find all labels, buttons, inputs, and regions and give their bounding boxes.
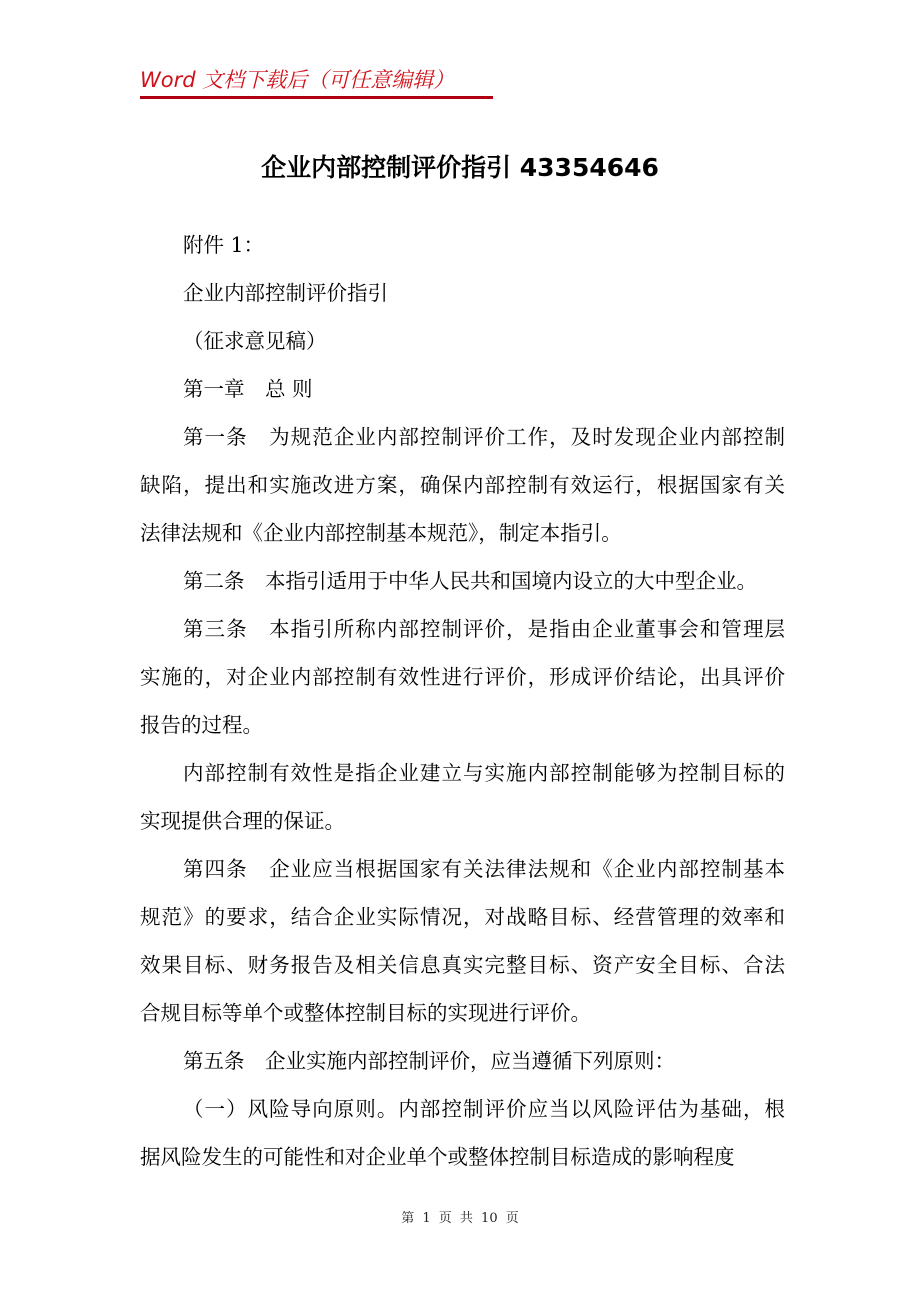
text-line: 法律法规和《企业内部控制基本规范》，制定本指引。: [140, 521, 622, 545]
text-line: 企业内部控制评价指引: [183, 281, 388, 305]
paragraph: [140, 749, 785, 845]
text-line: 缺陷，提出和实施改进方案，确保内部控制有效运行，根据国家有关: [140, 473, 785, 497]
text-line: 实现提供合理的保证。: [140, 809, 345, 833]
paragraph: [140, 221, 785, 269]
text-line: 第三条 本指引所称内部控制评价，是指由企业董事会和管理层: [183, 617, 785, 641]
paragraph: [140, 557, 785, 605]
text-line: （征求意见稿）: [183, 329, 327, 353]
text-line: 实施的，对企业内部控制有效性进行评价，形成评价结论，出具评价: [140, 665, 785, 689]
text-line: （一）风险导向原则。内部控制评价应当以风险评估为基础，根: [183, 1097, 785, 1121]
paragraph: [140, 605, 785, 749]
text-line: 附件 1：: [183, 233, 265, 257]
text-line: 第四条 企业应当根据国家有关法律法规和《企业内部控制基本: [183, 857, 785, 881]
text-line: 内部控制有效性是指企业建立与实施内部控制能够为控制目标的: [183, 761, 785, 785]
paragraph: [140, 1085, 785, 1181]
text-line: 第五条 企业实施内部控制评价，应当遵循下列原则：: [183, 1049, 675, 1073]
text-line: 第一章 总 则: [183, 377, 313, 401]
paragraph: [140, 365, 785, 413]
paragraph: [140, 317, 785, 365]
page-number: 第 1 页 共 10 页: [401, 1211, 519, 1226]
text-line: 第二条 本指引适用于中华人民共和国境内设立的大中型企业。: [183, 569, 757, 593]
text-line: 合规目标等单个或整体控制目标的实现进行评价。: [140, 1001, 591, 1025]
document-title: 企业内部控制评价指引 43354646: [261, 153, 659, 182]
paragraph: [140, 413, 785, 557]
paragraph: [140, 269, 785, 317]
text-line: 报告的过程。: [140, 713, 263, 737]
text-line: 据风险发生的可能性和对企业单个或整体控制目标造成的影响程度: [140, 1145, 735, 1169]
download-banner: [140, 64, 493, 99]
text-line: 规范》的要求，结合企业实际情况，对战略目标、经营管理的效率和: [140, 905, 785, 929]
text-line: 效果目标、财务报告及相关信息真实完整目标、资产安全目标、合法: [140, 953, 785, 977]
banner-text: Word 文档下载后（可任意编辑）: [140, 68, 455, 92]
paragraph: [140, 845, 785, 1037]
paragraph: [140, 1037, 785, 1085]
document-body: [140, 221, 785, 1181]
text-line: 第一条 为规范企业内部控制评价工作，及时发现企业内部控制: [183, 425, 785, 449]
